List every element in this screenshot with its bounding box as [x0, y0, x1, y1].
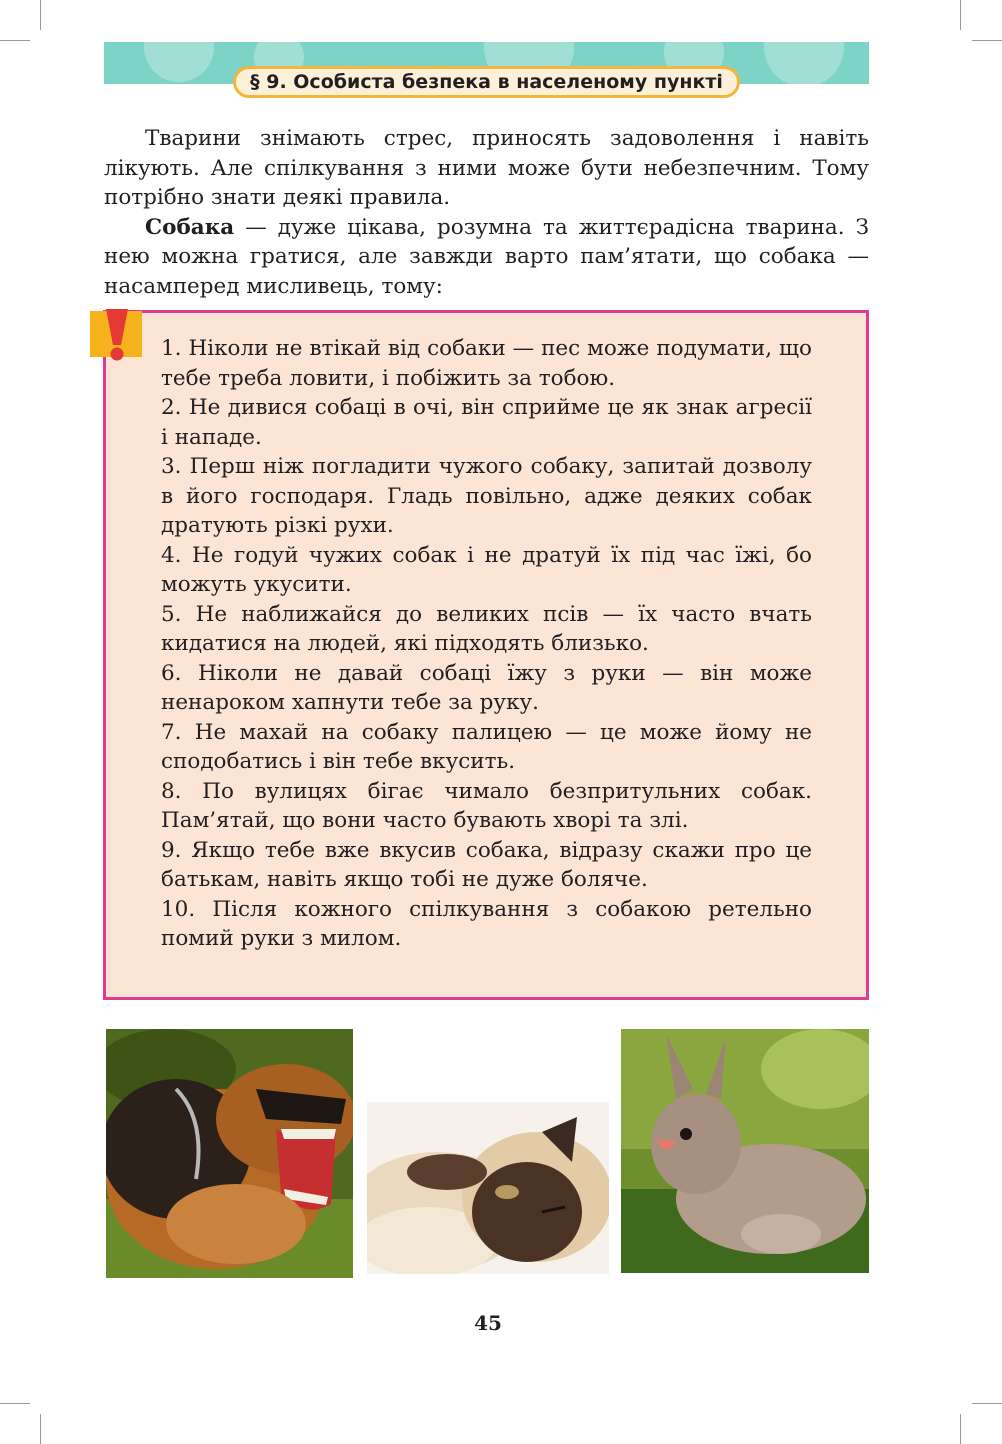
crop-mark — [960, 1414, 961, 1444]
crop-mark — [960, 0, 961, 30]
cat-photo — [367, 1102, 609, 1274]
rabbit-photo — [621, 1029, 869, 1273]
decor-bubble — [144, 42, 214, 82]
rule-item: 7. Не махай на собаку палицею — це може йому не сподобатись і він тебе вкусить. — [161, 719, 812, 774]
dog-photo — [106, 1029, 353, 1278]
page-number: 45 — [474, 1311, 502, 1335]
exclamation-dot — [111, 348, 124, 361]
crop-mark — [40, 1414, 41, 1444]
rule-item: 6. Ніколи не давай собаці їжу з руки — він може ненароком хапнути тебе за руку. — [161, 660, 812, 715]
keyword-dog: Собака — [145, 214, 235, 240]
rule-item: 8. По вулицях бігає чимало безпритульних собак. Пам’ятай, що вони часто бувають хворі та злі. — [161, 778, 812, 833]
rules-list — [161, 334, 812, 954]
crop-mark — [972, 1403, 1002, 1404]
crop-mark — [0, 40, 30, 41]
rule-item: 9. Якщо тебе вже вкусив собака, відразу скажи про це батькам, навіть якщо тобі не дуже боляче. — [161, 837, 812, 892]
intro-paragraph-rest: — дуже цікава, розумна та життєрадісна тварина. З нею можна гратися, але завжди варто пам’ятати, що собака — насамперед мисливець, тому: — [104, 214, 869, 299]
exclamation-icon — [90, 307, 146, 363]
crop-mark — [40, 0, 41, 30]
section-title: § 9. Особиста безпека в населеному пункті — [233, 66, 740, 98]
rule-item: 5. Не наближайся до великих псів — їх часто вчать кидатися на людей, які підходять близько. — [161, 601, 812, 656]
rule-item: 2. Не дивися собаці в очі, він сприйме це як знак агресії і нападе. — [161, 395, 812, 450]
decor-bubble — [764, 42, 844, 84]
rule-item: 4. Не годуй чужих собак і не дратуй їх під час їжі, бо можуть укусити. — [161, 542, 812, 597]
intro-paragraph — [104, 213, 869, 302]
intro-text — [104, 124, 869, 301]
rule-item: 1. Ніколи не втікай від собаки — пес може подумати, що тебе треба ловити, і побіжить за тобою. — [161, 336, 812, 391]
crop-mark — [0, 1403, 30, 1404]
intro-paragraph: Тварини знімають стрес, приносять задоволення і навіть лікують. Але спілкування з ними може бути небезпечним. Тому потрібно знати деякі правила. — [104, 126, 869, 210]
rule-item: 10. Після кожного спілкування з собакою ретельно помий руки з милом. — [161, 896, 812, 951]
crop-mark — [972, 40, 1002, 41]
rule-item: 3. Перш ніж погладити чужого собаку, запитай дозволу в його господаря. Гладь повільно, адже деяких собак дратують різкі рухи. — [161, 454, 812, 538]
